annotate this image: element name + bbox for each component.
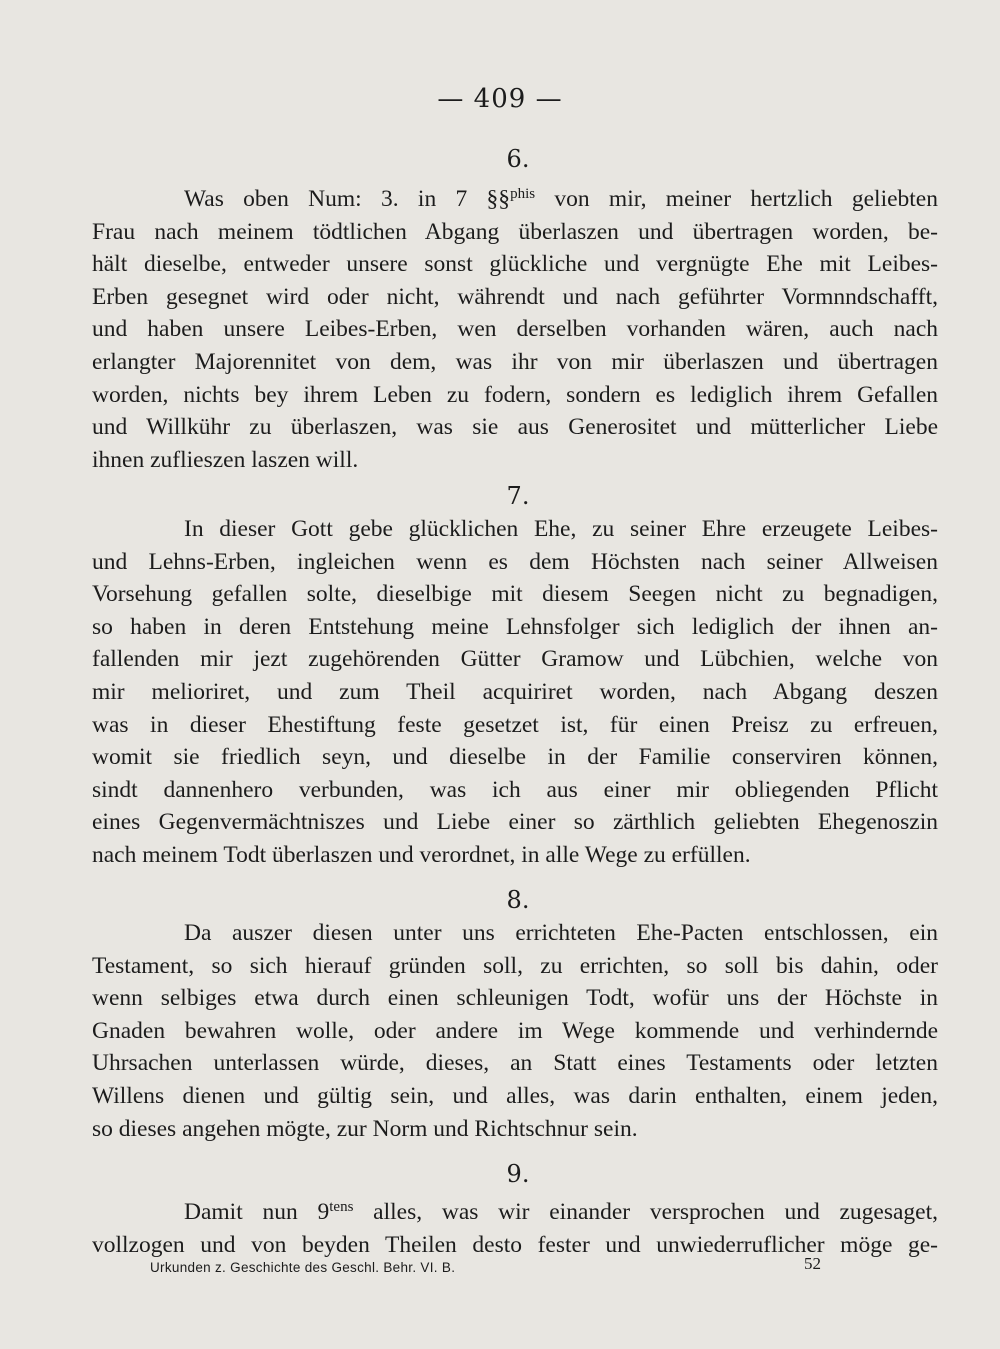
section-number-9: 9. <box>506 1160 530 1188</box>
paragraph-7 <box>92 513 938 872</box>
paragraph-6 <box>92 178 938 476</box>
text-line: und Lehns-Erben, ingleichen wenn es dem Höchsten nach seiner Allweisen <box>92 548 938 575</box>
text-line: vollzogen und von beyden Theilen desto fester und unwiederruflicher möge ge- <box>92 1231 938 1258</box>
text-line: worden, nichts bey ihrem Leben zu fodern, sondern es lediglich ihrem Gefallen <box>92 381 938 408</box>
text-line: nach meinem Todt überlaszen und verordnet, in alle Wege zu erfüllen. <box>92 841 751 868</box>
text-line: Frau nach meinem tödtlichen Abgang überlaszen und übertragen worden, be- <box>92 218 938 245</box>
text-line: ihnen zuflieszen laszen will. <box>92 446 359 473</box>
text-line: und haben unsere Leibes-Erben, wen derselben vorhanden wären, auch nach <box>92 316 938 343</box>
text-line: In dieser Gott gebe glücklichen Ehe, zu seiner Ehre erzeugete Leibes- <box>184 516 938 542</box>
section-number-7: 7. <box>506 482 530 510</box>
text-line: Da auszer diesen unter uns errichteten Ehe-Pacten entschlossen, ein <box>184 920 938 946</box>
text-line: hält dieselbe, entweder unsere sonst glückliche und vergnügte Ehe mit Leibes- <box>92 251 938 278</box>
superscript: tens <box>329 1199 354 1215</box>
text-line: eines Gegenvermächtniszes und Liebe einer so zärthlich geliebten Ehegenoszin <box>92 809 938 836</box>
text-line: wenn selbiges etwa durch einen schleunigen Todt, wofür uns der Höchste in <box>92 985 938 1012</box>
section-number-6: 6. <box>506 145 530 173</box>
text-line: Willens dienen und gültig sein, und alles, was darin enthalten, einem jeden, <box>92 1082 938 1109</box>
text-line: Erben gesegnet wird oder nicht, währendt und nach geführter Vormnndschafft, <box>92 283 938 310</box>
text-line: sindt dannenhero verbunden, was ich aus einer mir obliegenden Pflicht <box>92 776 938 803</box>
text-line: womit sie friedlich seyn, und dieselbe in der Familie conserviren können, <box>92 744 938 771</box>
text-line: Uhrsachen unterlassen würde, dieses, an Statt eines Testaments oder letzten <box>92 1050 938 1077</box>
text-line: Testament, so sich hierauf gründen soll, zu errichten, so soll bis dahin, oder <box>92 952 938 979</box>
text-line: so dieses angehen mögte, zur Norm und Richtschnur sein. <box>92 1115 638 1142</box>
text-line: was in dieser Ehestiftung feste gesetzet ist, für einen Preisz zu erfreuen, <box>92 711 938 738</box>
text-line: mir melioriret, und zum Theil acquiriret worden, nach Abgang deszen <box>92 678 938 705</box>
superscript: phis <box>510 186 536 202</box>
text-line: Damit nun $9^{tens}$ alles, was wir einander versprochen und zugesaget, <box>184 1199 938 1225</box>
footer-source: Urkunden z. Geschichte des Geschl. Behr. VI. B. <box>150 1260 456 1275</box>
text-line: Gnaden bewahren wolle, oder andere im Wege kommende und verhindernde <box>92 1017 938 1044</box>
section-number-8: 8. <box>506 886 530 914</box>
text-line: so haben in deren Entstehung meine Lehnsfolger sich lediglich der ihnen an- <box>92 613 938 640</box>
paragraph-9 <box>92 1191 938 1261</box>
text-line: Was oben Num: 3. in 7 §§$^{phis}$ von mir, meiner hertzlich geliebten <box>184 186 938 212</box>
text-line: und Willkühr zu überlaszen, was sie aus Generositet und mütterlicher Liebe <box>92 414 938 441</box>
page-number: — 409 — <box>437 84 563 114</box>
footer-sheet-number: 52 <box>804 1254 821 1273</box>
paragraph-8 <box>92 917 938 1145</box>
text-line: erlangter Majorennitet von dem, was ihr von mir überlaszen und übertragen <box>92 348 938 375</box>
text-line: fallenden mir jezt zugehörenden Gütter Gramow und Lübchien, welche von <box>92 646 938 673</box>
text-line: Vorsehung gefallen solte, dieselbige mit diesem Seegen nicht zu begnadigen, <box>92 581 938 608</box>
